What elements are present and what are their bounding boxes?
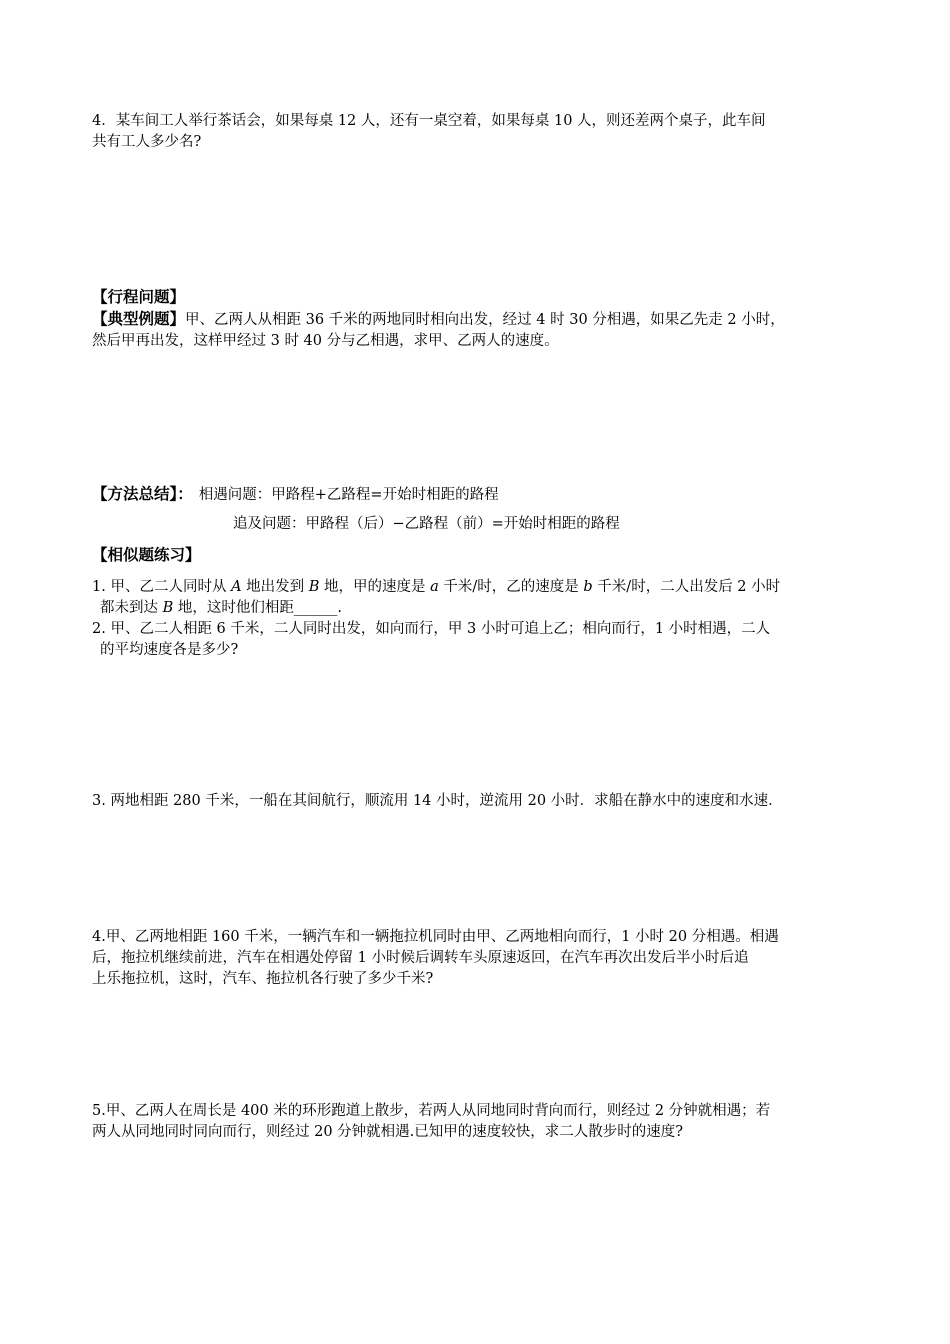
method-line-2-block xyxy=(233,514,873,535)
question-4 xyxy=(92,927,862,990)
q1-text-f: 都未到达 xyxy=(100,600,163,616)
question-5 xyxy=(92,1101,862,1143)
problem-4-line-2: 共有工人多少名? xyxy=(92,134,202,150)
q4-line-2: 后，拖拉机继续前进，汽车在相遇处停留 1 小时候后调转车头原速返回，在汽车再次出发后半小时后追 xyxy=(92,950,749,966)
section-heading-travel: 【行程问题】 xyxy=(92,288,186,306)
q1-text-b: 地出发到 xyxy=(241,579,309,595)
q4-line-3: 上乐拖拉机，这时，汽车、拖拉机各行驶了多少千米? xyxy=(92,971,434,987)
q1-text-a: 1. 甲、乙二人同时从 xyxy=(92,579,232,595)
q5-line-1: 5.甲、乙两人在周长是 400 米的环形跑道上散步，若两人从同地同时背向而行，则经过 2 分钟就相遇；若 xyxy=(92,1103,771,1119)
q2-line-2: 的平均速度各是多少? xyxy=(100,642,239,658)
q1-text-g: 地，这时他们相距______. xyxy=(173,600,342,616)
q1-var-f: B xyxy=(162,600,174,616)
q1-text-d: 千米/时，乙的速度是 xyxy=(438,579,584,595)
q1-var-c: a xyxy=(430,579,439,595)
method-label: 【方法总结】： xyxy=(92,485,193,503)
q1-text-c: 地，甲的速度是 xyxy=(319,579,431,595)
problem-4-line-1: 4．某车间工人举行茶话会，如果每桌 12 人，还有一桌空着，如果每桌 10 人，则还差两个桌子，此车间 xyxy=(92,113,766,129)
q1-text-e: 千米/时，二人出发后 2 小时 xyxy=(592,579,781,595)
q1-var-a: A xyxy=(231,579,242,595)
q5-line-2: 两人从同地同时同向而行，则经过 20 分钟就相遇.已知甲的速度较快，求二人散步时的速度? xyxy=(92,1124,684,1140)
q1-var-b: B xyxy=(308,579,320,595)
question-3 xyxy=(92,791,862,812)
section-heading-similar: 【相似题练习】 xyxy=(92,546,201,564)
method-line-2: 追及问题：甲路程（后）−乙路程（前）=开始时相距的路程 xyxy=(233,516,620,532)
q4-line-1: 4.甲、乙两地相距 160 千米，一辆汽车和一辆拖拉机同时由甲、乙两地相向而行，1 小时 20 分相遇。相遇 xyxy=(92,929,779,945)
question-1 xyxy=(92,577,862,619)
q2-line-1: 2. 甲、乙二人相距 6 千米，二人同时出发，如向而行，甲 3 小时可追上乙；相向而行，1 小时相遇，二人 xyxy=(92,621,771,637)
q1-var-d: b xyxy=(583,579,593,595)
method-summary xyxy=(92,484,862,506)
example-line-1: 甲、乙两人从相距 36 千米的两地同时相向出发，经过 4 时 30 分相遇，如果乙先走 2 小时， xyxy=(185,312,785,328)
question-2 xyxy=(92,619,862,661)
problem-4 xyxy=(92,111,862,153)
method-line-1: 相遇问题：甲路程+乙路程=开始时相距的路程 xyxy=(198,487,499,503)
example-label: 【典型例题】 xyxy=(92,310,186,328)
q3-line-1: 3. 两地相距 280 千米，一船在其间航行，顺流用 14 小时，逆流用 20 小时．求船在静水中的速度和水速． xyxy=(92,793,783,809)
example-line-2: 然后甲再出发，这样甲经过 3 时 40 分与乙相遇，求甲、乙两人的速度。 xyxy=(92,333,559,349)
example-problem xyxy=(92,309,862,352)
